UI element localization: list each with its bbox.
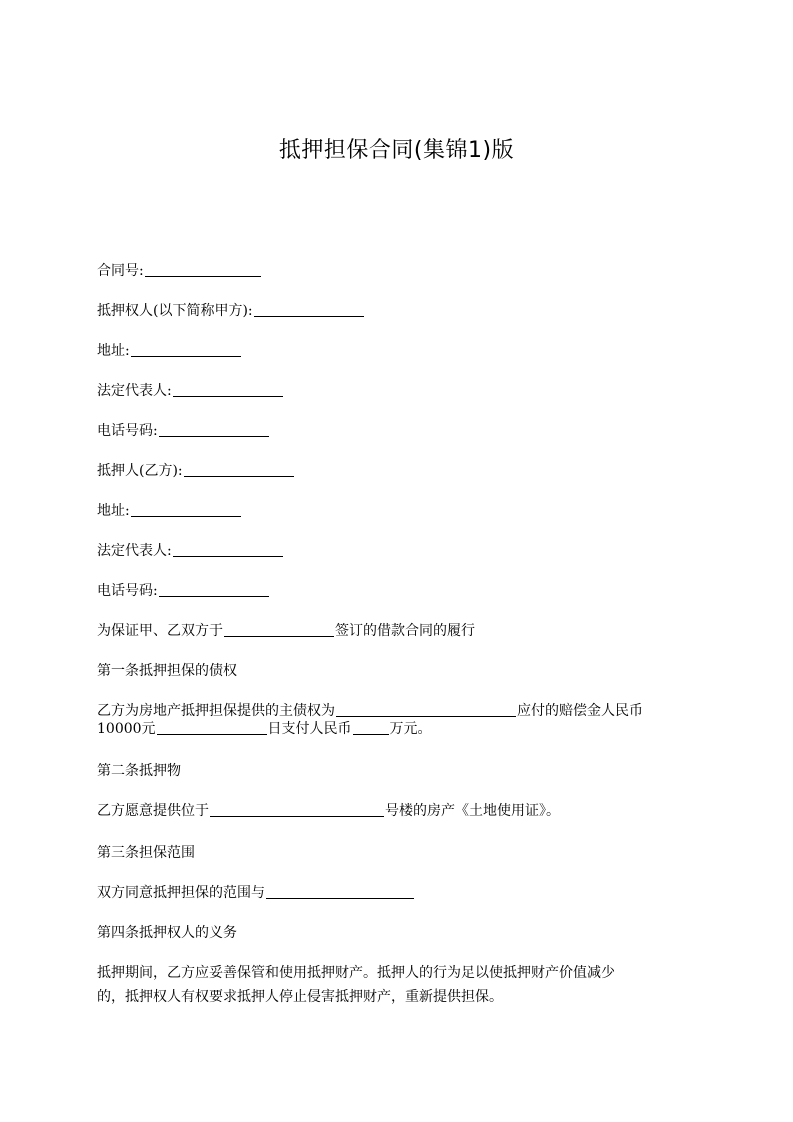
field-mortgagor-phone — [97, 582, 701, 600]
blank-line — [131, 502, 241, 517]
article-text: 日支付人民币 — [267, 721, 352, 737]
blank-line — [336, 702, 516, 717]
field-label: 地址: — [97, 503, 130, 519]
field-label: 合同号: — [97, 263, 144, 279]
field-mortgagee — [97, 302, 701, 320]
article-text: 应付的赔偿金人民币 — [517, 703, 643, 719]
article-3-paragraph — [97, 884, 701, 902]
article-4-heading: 第四条抵押权人的义务 — [97, 925, 237, 941]
preamble-paragraph — [97, 622, 701, 640]
article-text: 10000元 — [97, 721, 156, 737]
preamble-text: 为保证甲、乙双方于 — [97, 623, 223, 639]
field-mortgagor-address — [97, 502, 701, 520]
article-1-line-2 — [97, 720, 701, 738]
blank-line — [159, 582, 269, 597]
field-mortgagor — [97, 462, 701, 480]
field-label: 地址: — [97, 343, 130, 359]
blank-line — [254, 302, 364, 317]
article-text: 乙方愿意提供位于 — [97, 803, 209, 819]
field-label: 法定代表人: — [97, 383, 172, 399]
blank-line — [173, 382, 283, 397]
blank-line — [224, 622, 334, 637]
blank-line — [353, 720, 389, 735]
field-mortgagee-representative — [97, 382, 701, 400]
blank-line — [157, 720, 267, 735]
blank-line — [210, 802, 384, 817]
article-2-heading: 第二条抵押物 — [97, 763, 181, 779]
document-title: 抵押担保合同(集锦1)版 — [278, 138, 515, 163]
article-text: 万元。 — [389, 721, 432, 737]
field-contract-number — [97, 262, 701, 280]
article-text: 双方同意抵押担保的范围与 — [97, 885, 265, 901]
blank-line — [159, 422, 269, 437]
field-label: 电话号码: — [97, 423, 158, 439]
blank-line — [184, 462, 294, 477]
field-label: 抵押人(乙方): — [97, 463, 183, 479]
article-2-paragraph — [97, 802, 701, 820]
field-label: 电话号码: — [97, 583, 158, 599]
preamble-text: 签订的借款合同的履行 — [335, 623, 475, 639]
field-label: 法定代表人: — [97, 543, 172, 559]
field-mortgagee-phone — [97, 422, 701, 440]
article-4-line-1: 抵押期间，乙方应妥善保管和使用抵押财产。抵押人的行为足以使抵押财产价值减少 — [97, 965, 615, 981]
article-text: 号楼的房产《土地使用证》。 — [385, 803, 560, 819]
blank-line — [266, 884, 414, 899]
blank-line — [173, 542, 283, 557]
blank-line — [145, 262, 261, 277]
article-1-line-1 — [97, 702, 701, 720]
article-text: 乙方为房地产抵押担保提供的主债权为 — [97, 703, 335, 719]
field-mortgagor-representative — [97, 542, 701, 560]
field-label: 抵押权人(以下简称甲方): — [97, 303, 253, 319]
article-1-heading: 第一条抵押担保的债权 — [97, 663, 237, 679]
article-3-heading: 第三条担保范围 — [97, 845, 195, 861]
article-4-line-2: 的，抵押权人有权要求抵押人停止侵害抵押财产，重新提供担保。 — [97, 989, 503, 1005]
blank-line — [131, 342, 241, 357]
field-mortgagee-address — [97, 342, 701, 360]
